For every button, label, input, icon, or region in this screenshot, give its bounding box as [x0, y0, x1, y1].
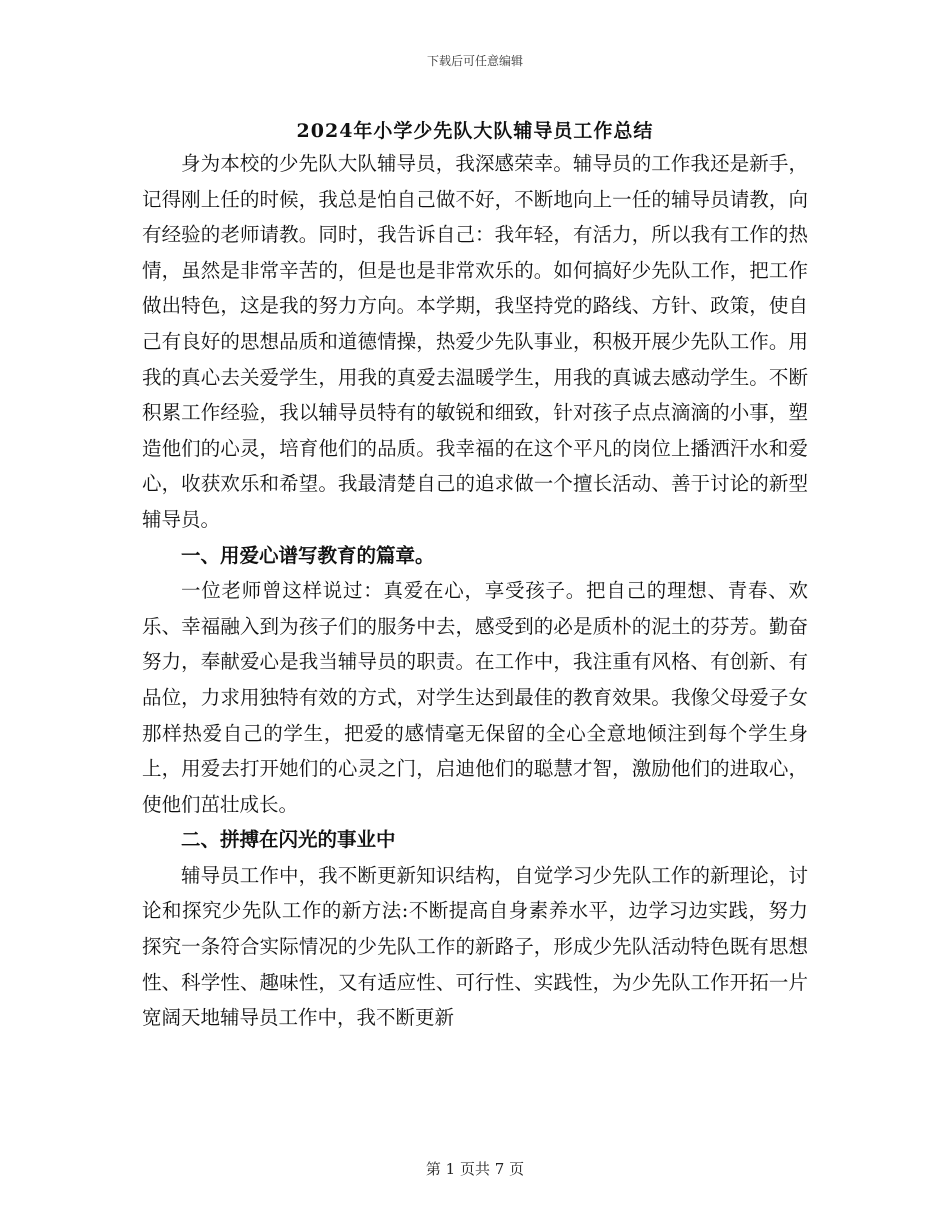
page-header-note: 下载后可任意编辑 [426, 54, 523, 68]
intro-paragraph: 身为本校的少先队大队辅导员，我深感荣幸。辅导员的工作我还是新手，记得刚上任的时候，我总是怕自己做不好，不断地向上一任的辅导员请教，向有经验的老师请教。同时，我告诉自己：我年轻，有活力，所以我有工作的热情，虽然是非常辛苦的，但是也是非常欢乐的。如何搞好少先队工作，把工作做出特色，这是我的努力方向。本学期，我坚持党的路线、方针、政策，使自己有良好的思想品质和道德情操，热爱少先队事业，积极开展少先队工作。用我的真心去关爱学生，用我的真爱去温暖学生，用我的真诚去感动学生。不断积累工作经验，我以辅导员特有的敏锐和细致，针对孩子点点滴滴的小事，塑造他们的心灵，培育他们的品质。我幸福的在这个平凡的岗位上播洒汗水和爱心，收获欢乐和希望。我最清楚自己的追求做一个擅长活动、善于讨论的新型辅导员。 [142, 152, 808, 531]
page-number-footer: 第 1 页共 7 页 [425, 1160, 525, 1178]
section-1-heading: 一、用爱心谱写教育的篇章。 [181, 543, 435, 567]
document-body [142, 146, 808, 1036]
document-title: 2024年小学少先队大队辅导员工作总结 [296, 120, 654, 142]
section-2-paragraph: 辅导员工作中，我不断更新知识结构，自觉学习少先队工作的新理论，讨论和探究少先队工作的新方法:不断提高自身素养水平，边学习边实践，努力探究一条符合实际情况的少先队工作的新路子，形成少先队活动特色既有思想性、科学性、趣味性，又有适应性、可行性、实践性，为少先队工作开拓一片宽阔天地辅导员工作中，我不断更新 [142, 863, 808, 1030]
section-1-paragraph: 一位老师曾这样说过：真爱在心，享受孩子。把自己的理想、青春、欢乐、幸福融入到为孩子们的服务中去，感受到的必是质朴的泥土的芬芳。勤奋努力，奉献爱心是我当辅导员的职责。在工作中，我注重有风格、有创新、有品位，力求用独特有效的方式，对学生达到最佳的教育效果。我像父母爱子女那样热爱自己的学生，把爱的感情毫无保留的全心全意地倾注到每个学生身上，用爱去打开她们的心灵之门，启迪他们的聪慧才智，激励他们的进取心，使他们茁壮成长。 [142, 579, 808, 816]
section-2-heading: 二、拼搏在闪光的事业中 [181, 828, 396, 852]
